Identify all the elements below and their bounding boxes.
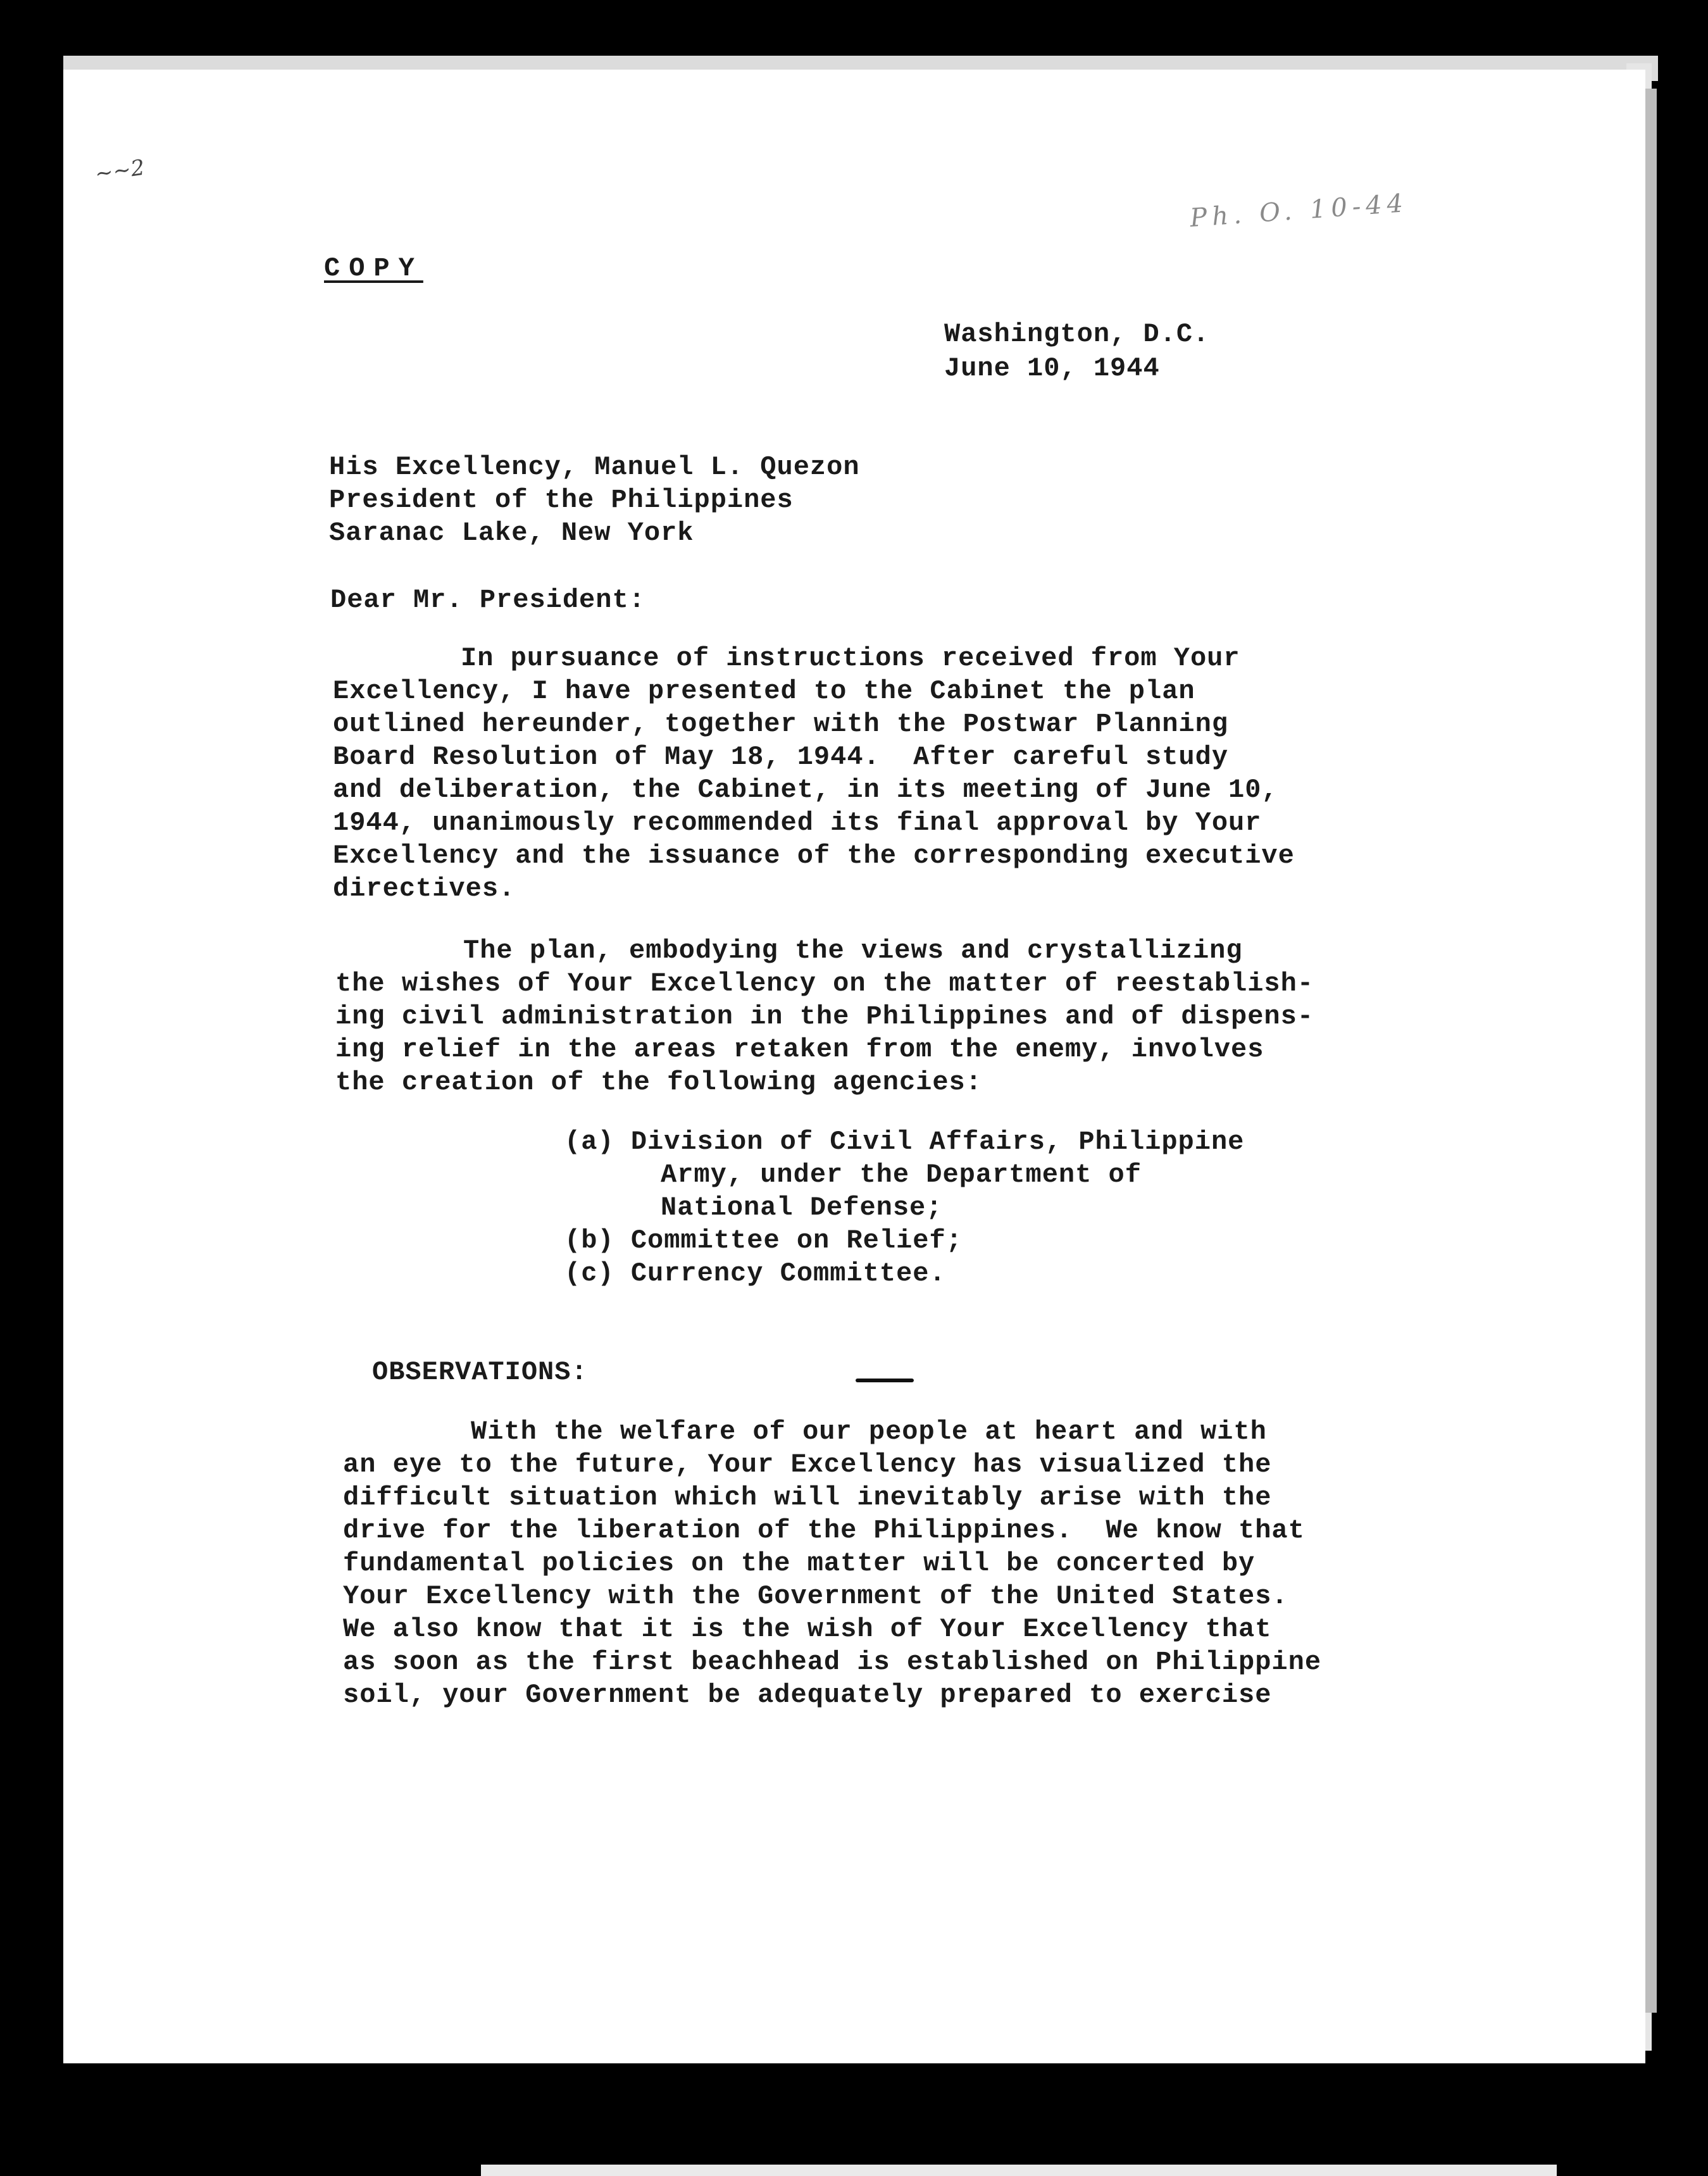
agency-item: (c) Currency Committee. [564, 1258, 946, 1289]
page-stack-edge-bottom-lower [481, 2165, 1557, 2176]
paragraph-3-line: drive for the liberation of the Philippines. We know that [343, 1515, 1305, 1546]
observations-heading: OBSERVATIONS: [372, 1357, 588, 1387]
paragraph-1-line: In pursuance of instructions received from Your [461, 643, 1240, 673]
addressee-line: President of the Philippines [329, 485, 794, 515]
paragraph-3-line: We also know that it is the wish of Your Excellency that [343, 1614, 1272, 1644]
agency-item: (b) Committee on Relief; [564, 1225, 963, 1256]
paragraph-1-line: Board Resolution of May 18, 1944. After careful study [333, 742, 1229, 772]
paragraph-3-line: Your Excellency with the Government of the United States. [343, 1581, 1288, 1611]
paragraph-2-line: ing civil administration in the Philippines and of dispens- [335, 1001, 1314, 1032]
corner-pencil-mark: ~~2 [93, 154, 147, 187]
section-dash-mark [856, 1379, 914, 1382]
paragraph-1-line: and deliberation, the Cabinet, in its meeting of June 10, [333, 775, 1278, 805]
dateline-place: Washington, D.C. [944, 319, 1210, 349]
paragraph-1-line: directives. [333, 873, 516, 904]
addressee-line: Saranac Lake, New York [329, 518, 694, 548]
paragraph-3-line: as soon as the first beachhead is established on Philippine [343, 1647, 1322, 1677]
paragraph-3-line: an eye to the future, Your Excellency has visualized the [343, 1449, 1272, 1480]
dateline-date: June 10, 1944 [944, 353, 1160, 384]
paragraph-1-line: 1944, unanimously recommended its final approval by Your [333, 808, 1262, 838]
addressee-line: His Excellency, Manuel L. Quezon [329, 452, 860, 482]
paragraph-1-line: Excellency and the issuance of the corresponding executive [333, 841, 1295, 871]
agency-item-continuation: National Defense; [661, 1192, 943, 1223]
paragraph-3-line: difficult situation which will inevitably arise with the [343, 1482, 1272, 1513]
paragraph-2-line: ing relief in the areas retaken from the enemy, involves [335, 1034, 1264, 1065]
handwritten-annotation: Ph. O. 10-44 [1188, 189, 1409, 233]
agency-item-continuation: Army, under the Department of [661, 1160, 1142, 1190]
paragraph-3-line: With the welfare of our people at heart and with [471, 1416, 1267, 1447]
paragraph-2-line: The plan, embodying the views and crystallizing [463, 935, 1243, 966]
paragraph-1-line: Excellency, I have presented to the Cabinet the plan [333, 676, 1195, 706]
paragraph-1-line: outlined hereunder, together with the Postwar Planning [333, 709, 1229, 739]
paragraph-3-line: soil, your Government be adequately prepared to exercise [343, 1680, 1272, 1710]
paragraph-2-line: the creation of the following agencies: [335, 1067, 982, 1097]
page-stack-edge-right-shadow [1645, 89, 1657, 2013]
agency-item: (a) Division of Civil Affairs, Philippine [564, 1127, 1245, 1157]
paragraph-3-line: fundamental policies on the matter will be concerted by [343, 1548, 1256, 1579]
paragraph-2-line: the wishes of Your Excellency on the matter of reestablish- [335, 968, 1314, 999]
salutation: Dear Mr. President: [330, 585, 645, 615]
copy-label: COPY [324, 253, 423, 284]
